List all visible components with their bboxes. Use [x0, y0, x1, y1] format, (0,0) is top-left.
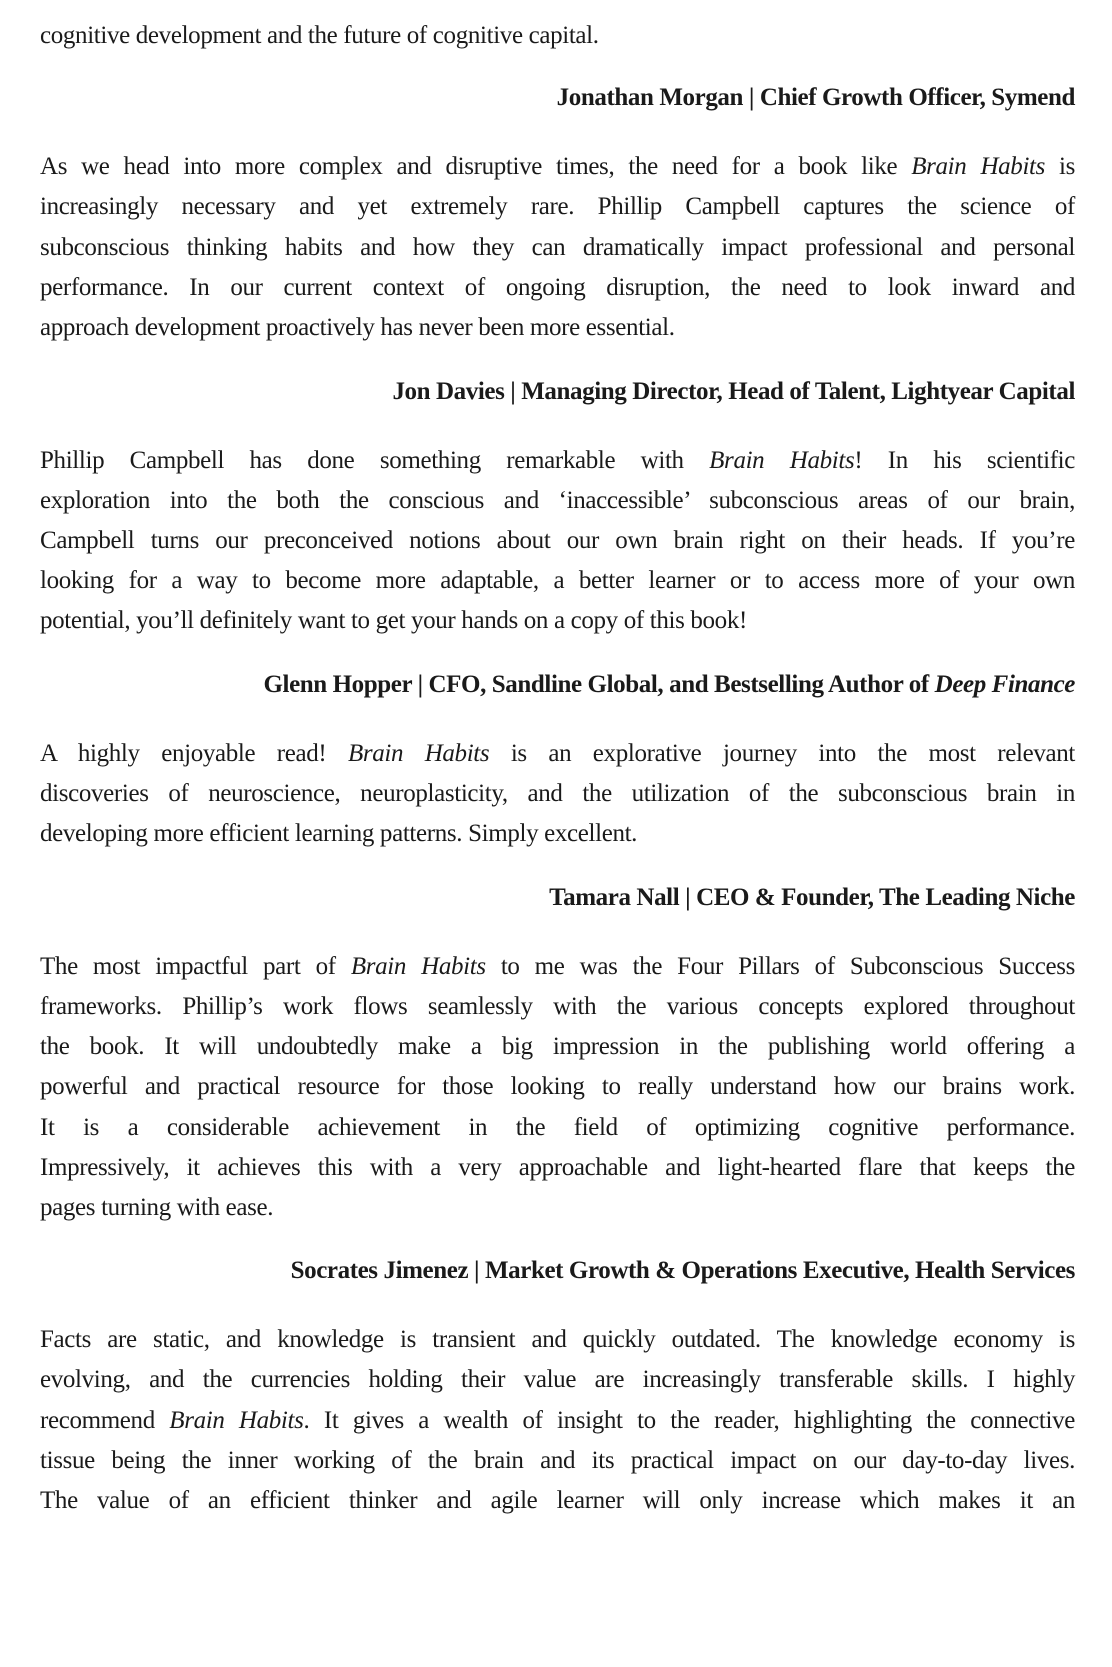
- quote-line: pages turning with ease.: [40, 1194, 274, 1221]
- attribution-jonathan-morgan: Jonathan Morgan | Chief Growth Officer, Symend: [556, 84, 1075, 111]
- quote-line: powerful and practical resource for those looking to really understand how our brains work.: [40, 1073, 1075, 1100]
- attribution-tamara-nall: Tamara Nall | CEO & Founder, The Leading Niche: [549, 884, 1075, 911]
- quote-line: Impressively, it achieves this with a very approachable and light-hearted flare that keeps the: [40, 1154, 1075, 1181]
- quote-line: As we head into more complex and disruptive times, the need for a book like Brain Habits is: [40, 153, 1075, 180]
- quote-line: A highly enjoyable read! Brain Habits is an explorative journey into the most relevant: [40, 740, 1076, 767]
- book-title: Brain Habits: [911, 153, 1046, 180]
- quote-line: discoveries of neuroscience, neuroplasticity, and the utilization of the subconscious brain in: [40, 780, 1075, 807]
- quote-line: Facts are static, and knowledge is transient and quickly outdated. The knowledge economy is: [40, 1326, 1075, 1353]
- book-title: Brain Habits: [709, 447, 855, 474]
- quote-line: The most impactful part of Brain Habits to me was the Four Pillars of Subconscious Success: [40, 953, 1076, 980]
- quote-line: exploration into the both the conscious and ‘inaccessible’ subconscious areas of our brain,: [40, 487, 1075, 514]
- quote-line: performance. In our current context of ongoing disruption, the need to look inward and: [40, 274, 1075, 301]
- quote-line: Campbell turns our preconceived notions about our own brain right on their heads. If you’re: [40, 527, 1075, 554]
- quote-line: Phillip Campbell has done something remarkable with Brain Habits! In his scientific: [40, 447, 1076, 474]
- quote-line: It is a considerable achievement in the field of optimizing cognitive performance.: [40, 1114, 1075, 1141]
- book-title: Deep Finance: [934, 671, 1075, 698]
- quote-line: the book. It will undoubtedly make a big impression in the publishing world offering a: [40, 1033, 1075, 1060]
- quote-line: recommend Brain Habits. It gives a wealth of insight to the reader, highlighting the connective: [40, 1407, 1076, 1434]
- quote-line: potential, you’ll definitely want to get your hands on a copy of this book!: [40, 607, 747, 634]
- attribution-socrates-jimenez: Socrates Jimenez | Market Growth & Operations Executive, Health Services: [290, 1257, 1075, 1284]
- quote-line: looking for a way to become more adaptable, a better learner or to access more of your own: [40, 567, 1075, 594]
- quote-line: frameworks. Phillip’s work flows seamlessly with the various concepts explored throughout: [40, 993, 1075, 1020]
- quote-line: The value of an efficient thinker and agile learner will only increase which makes it an: [40, 1487, 1075, 1514]
- quote-line: tissue being the inner working of the brain and its practical impact on our day-to-day lives.: [40, 1447, 1075, 1474]
- quote-line: developing more efficient learning patterns. Simply excellent.: [40, 820, 638, 847]
- book-title: Brain Habits: [347, 740, 490, 767]
- quote-line: subconscious thinking habits and how they can dramatically impact professional and personal: [40, 234, 1075, 261]
- attribution-jon-davies: Jon Davies | Managing Director, Head of Talent, Lightyear Capital: [392, 378, 1075, 405]
- endorsements-page: [40, 0, 1075, 1667]
- book-title: Brain Habits: [169, 1407, 304, 1434]
- quote-line: evolving, and the currencies holding their value are increasingly transferable skills. I highly: [40, 1366, 1075, 1393]
- quote-line: approach development proactively has never been more essential.: [40, 314, 675, 341]
- intro-quote-tail: cognitive development and the future of cognitive capital.: [40, 22, 599, 49]
- book-title: Brain Habits: [350, 953, 486, 980]
- quote-line: increasingly necessary and yet extremely rare. Phillip Campbell captures the science of: [40, 193, 1075, 220]
- attribution-glenn-hopper: Glenn Hopper | CFO, Sandline Global, and Bestselling Author of Deep Finance: [263, 671, 1075, 698]
